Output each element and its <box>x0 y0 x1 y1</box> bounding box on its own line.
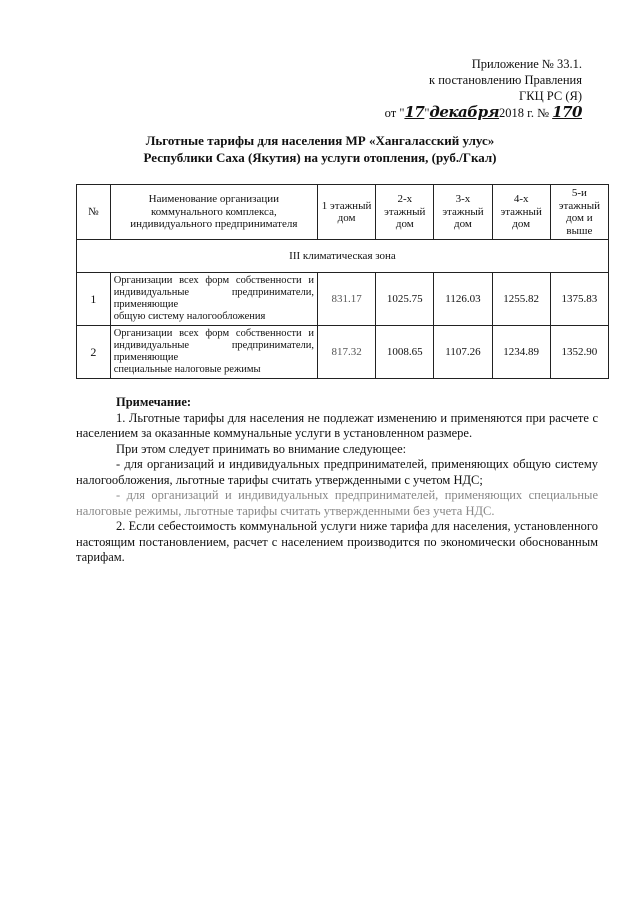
value-3-storey: 1126.03 <box>434 273 492 326</box>
header-2-storey: 2-х этажный дом <box>376 185 434 240</box>
table-row <box>77 273 609 326</box>
value-5-storey: 1375.83 <box>550 273 608 326</box>
value-5-storey: 1352.90 <box>550 326 608 379</box>
appendix-date: от "17"декабря2018 г. № 170 <box>384 103 582 121</box>
note-paragraph-1: 1. Льготные тарифы для населения не подлежат изменению и применяются при расчете с населением за оказанные коммунальные услуги в установленном размере. <box>76 410 598 440</box>
row-organization: Организации всех форм собственности и индивидуальные предприниматели, применяющие специальные налоговые режимы <box>110 326 317 379</box>
header-number: № <box>77 185 111 240</box>
appendix-decree: к постановлению Правления <box>429 73 582 87</box>
appendix-number: Приложение № 33.1. <box>471 57 582 71</box>
row-number: 1 <box>77 273 111 326</box>
handwritten-day: 17 <box>404 103 425 121</box>
appendix-authority: ГКЦ РС (Я) <box>519 89 582 103</box>
value-3-storey: 1107.26 <box>434 326 492 379</box>
header-5-storey: 5-и этажный дом и выше <box>550 185 608 240</box>
document-title <box>0 132 640 166</box>
handwritten-number: 170 <box>552 103 582 121</box>
notes-heading: Примечание: <box>116 395 192 409</box>
tariff-table <box>76 184 609 379</box>
value-2-storey: 1025.75 <box>376 273 434 326</box>
value-1-storey: 831.17 <box>317 273 375 326</box>
appendix-reference <box>385 56 582 121</box>
note-paragraph-4: - для организаций и индивидуальных предпринимателей, применяющих специальные налоговые режимы, льготные тарифы считать утвержденными без учета НДС. <box>76 488 598 518</box>
header-4-storey: 4-х этажный дом <box>492 185 550 240</box>
header-3-storey: 3-х этажный дом <box>434 185 492 240</box>
value-2-storey: 1008.65 <box>376 326 434 379</box>
climate-zone: III климатическая зона <box>77 240 609 273</box>
handwritten-month: декабря <box>429 103 500 121</box>
table-header-row <box>77 185 609 240</box>
header-1-storey: 1 этажный дом <box>317 185 375 240</box>
value-4-storey: 1255.82 <box>492 273 550 326</box>
title-line-1: Льготные тарифы для населения МР «Хангаласский улус» <box>145 133 495 148</box>
zone-row <box>77 240 609 273</box>
note-paragraph-2: При этом следует принимать во внимание следующее: <box>116 441 407 456</box>
note-paragraph-3: - для организаций и индивидуальных предпринимателей, применяющих общую систему налогообложения, льготные тарифы считать утвержденными с учетом НДС; <box>76 457 598 487</box>
row-number: 2 <box>77 326 111 379</box>
header-organization: Наименование организации коммунального комплекса, индивидуального предпринимателя <box>110 185 317 240</box>
row-organization: Организации всех форм собственности и индивидуальные предприниматели, применяющие общую систему налогообложения <box>110 273 317 326</box>
value-1-storey: 817.32 <box>317 326 375 379</box>
table-row <box>77 326 609 379</box>
value-4-storey: 1234.89 <box>492 326 550 379</box>
notes-section <box>76 395 598 566</box>
note-paragraph-5: 2. Если себестоимость коммунальной услуги ниже тарифа для населения, установленного настоящим постановлением, расчет с населением производится по экономически обоснованным тарифам. <box>76 519 598 564</box>
title-line-2: Республики Саха (Якутия) на услуги отопления, (руб./Гкал) <box>143 150 497 165</box>
